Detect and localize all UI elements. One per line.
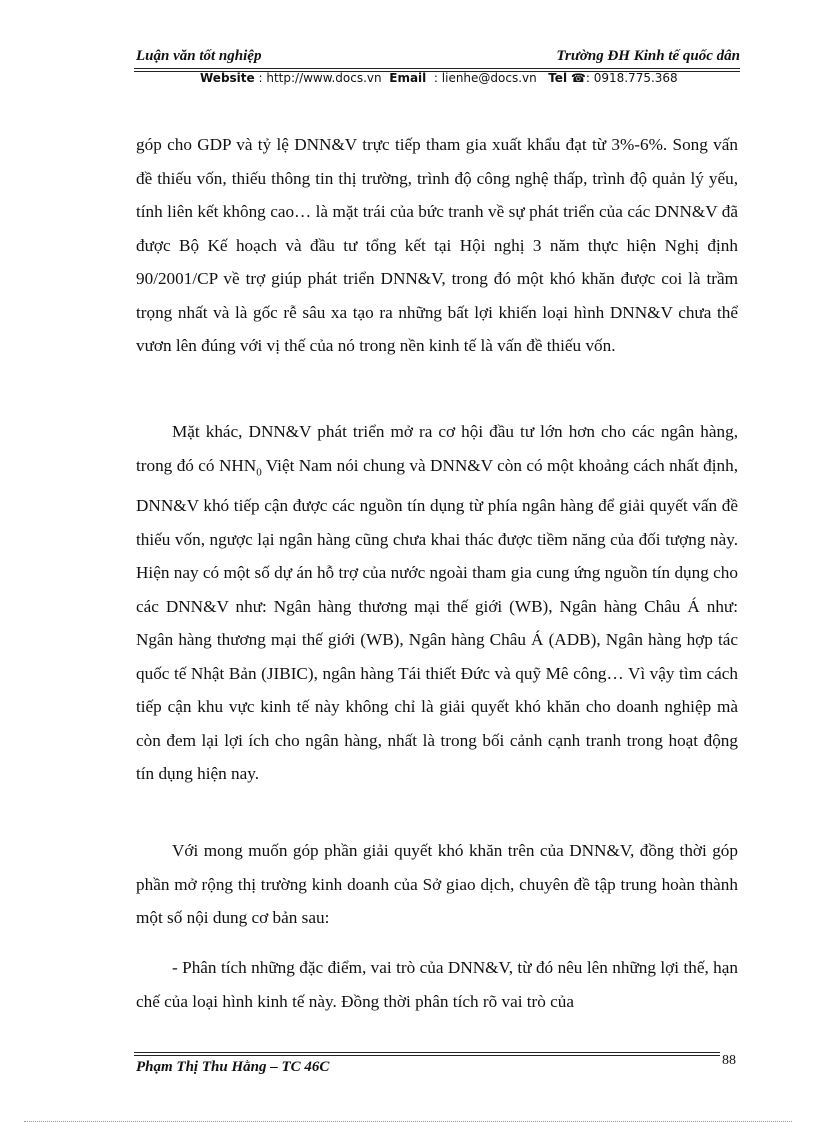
- website-line: [200, 71, 678, 85]
- footer-author: Phạm Thị Thu Hằng – TC 46C: [136, 1059, 330, 1075]
- paragraph-2-part-a: Mặt khác, DNN&V phát triển mở ra cơ hội đầu tư lớn hơn cho các ngân hàng, trong đó có NHN: [136, 422, 738, 475]
- paragraph-3-text: Với mong muốn góp phần giải quyết khó khăn trên của DNN&V, đồng thời góp phần mở rộng thị trường kinh doanh của Sở giao dịch, chuyên đề tập trung hoàn thành một số nội dung cơ bản sau:: [136, 841, 738, 927]
- website-url[interactable]: : http://www.docs.vn: [258, 71, 382, 85]
- paragraph-4-text: - Phân tích những đặc điểm, vai trò của DNN&V, từ đó nêu lên những lợi thế, hạn chế của loại hình kinh tế này. Đồng thời phân tích rõ vai trò của: [136, 958, 738, 1011]
- header-rule: [134, 68, 740, 69]
- paragraph-1: góp cho GDP và tỷ lệ DNN&V trực tiếp tham gia xuất khẩu đạt từ 3%-6%. Song vấn đề thiếu vốn, thiếu thông tin thị trường, trình độ công nghệ thấp, trình độ quản lý yếu, tính liên kết không cao… là mặt trái của bức tranh về sự phát triển của các DNN&V đã được Bộ Kế hoạch và đầu tư tổng kết tại Hội nghị 3 năm thực hiện Nghị định 90/2001/CP về trợ giúp phát triển DNN&V, trong đó một khó khăn được coi là trầm trọng nhất và là gốc rễ sâu xa tạo ra những bất lợi khiến loại hình DNN&V chưa thể vươn lên đúng với vị thế của nó trong nền kinh tế là vấn đề thiếu vốn.: [136, 135, 738, 355]
- paragraph-3: [136, 834, 738, 935]
- page-number: 88: [722, 1053, 736, 1068]
- page-edge-dotted-line: [24, 1121, 792, 1122]
- tel-value: : 0918.775.368: [585, 71, 678, 85]
- paragraph-2-part-b: Việt Nam nói chung và DNN&V còn có một khoảng cách nhất định, DNN&V khó tiếp cận được các nguồn tín dụng từ phía ngân hàng để giải quyết vấn đề thiếu vốn, ngược lại ngân hàng cũng chưa khai thác được tiềm năng của đối tượng này. Hiện nay có một số dự án hỗ trợ của nước ngoài tham gia cung ứng nguồn tín dụng cho các DNN&V như: Ngân hàng thương mại thế giới (WB), Ngân hàng Châu Á như: Ngân hàng thương mại thế giới (WB), Ngân hàng Châu Á (ADB), Ngân hàng hợp tác quốc tế Nhật Bản (JIBIC), ngân hàng Tái thiết Đức và quỹ Mê công… Vì vậy tìm cách tiếp cận khu vực kinh tế này không chỉ là giải quyết khó khăn cho doanh nghiệp mà còn đem lại lợi ích cho ngân hàng, nhất là trong bối cảnh cạnh tranh trong hoạt động tín dụng hiện nay.: [136, 455, 738, 784]
- paragraph-2: [136, 415, 738, 791]
- paragraph-2-subscript: 0: [256, 465, 262, 478]
- paragraph-4: [136, 951, 738, 1018]
- footer-rule: [134, 1052, 720, 1053]
- header-title-left: Luận văn tốt nghiệp: [136, 48, 262, 64]
- tel-label: Tel: [548, 71, 568, 85]
- footer-rule-second: [134, 1055, 720, 1056]
- email-value[interactable]: : lienhe@docs.vn: [433, 71, 537, 85]
- website-label: Website: [200, 71, 255, 85]
- phone-icon: ☎: [570, 71, 586, 85]
- header-title-right: Trường ĐH Kinh tế quốc dân: [556, 48, 740, 64]
- email-label: Email: [389, 71, 427, 85]
